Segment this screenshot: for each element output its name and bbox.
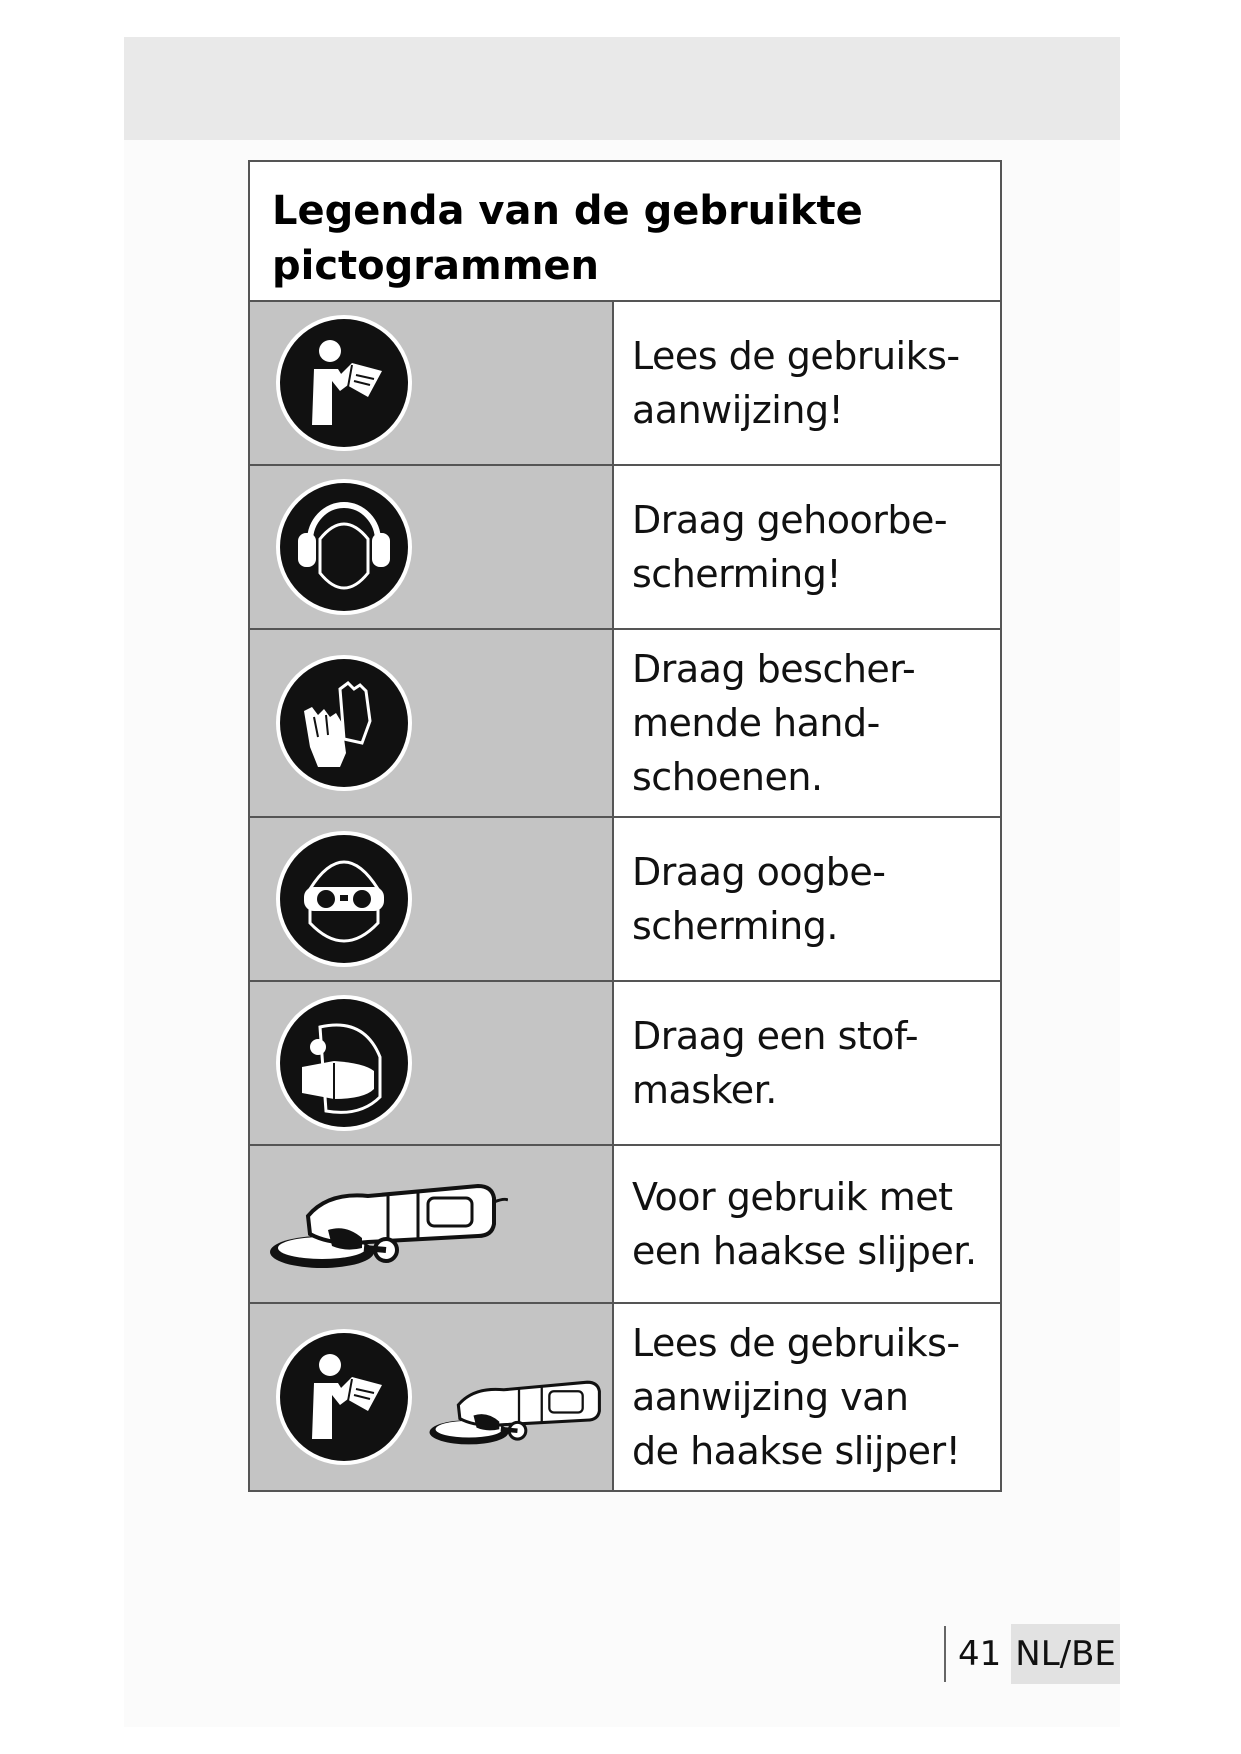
read-manual-icon	[274, 1327, 414, 1467]
legend-title-line-2: pictogrammen	[272, 243, 599, 289]
legend-text-line: scherming!	[632, 552, 842, 596]
legend-row-angle-grinder	[250, 1146, 1000, 1304]
legend-title	[250, 162, 1000, 302]
legend-text-line: scherming.	[632, 904, 838, 948]
icon-cell	[250, 1146, 614, 1302]
hearing-protection-icon	[274, 477, 414, 617]
icon-cell	[250, 630, 614, 816]
legend-text	[614, 1304, 1000, 1490]
angle-grinder-icon	[428, 1361, 610, 1461]
legend-text	[614, 630, 1000, 816]
icon-cell	[250, 982, 614, 1144]
legend-text-line: Lees de gebruiks-	[632, 334, 960, 378]
icon-cell	[250, 818, 614, 980]
legend-text-line: aanwijzing!	[632, 388, 844, 432]
legend-row-eye-protection	[250, 818, 1000, 982]
legend-text-line: masker.	[632, 1068, 777, 1112]
legend-text-line: een haakse slijper.	[632, 1229, 977, 1273]
legend-text-line: Draag gehoorbe-	[632, 498, 948, 542]
icon-cell	[250, 466, 614, 628]
legend-text-line: Draag bescher-	[632, 647, 916, 691]
legend-text-line: schoenen.	[632, 755, 823, 799]
footer-divider	[944, 1626, 946, 1682]
icon-cell	[250, 1304, 614, 1490]
legend-text-line: aanwijzing van	[632, 1375, 909, 1419]
legend-text-line: Draag een stof-	[632, 1014, 919, 1058]
protective-gloves-icon	[274, 653, 414, 793]
legend-text-line: Draag oogbe-	[632, 850, 886, 894]
legend-title-line-1: Legenda van de gebruikte	[272, 188, 863, 234]
page-footer	[944, 1624, 1120, 1684]
eye-protection-icon	[274, 829, 414, 969]
legend-text	[614, 818, 1000, 980]
legend-text	[614, 466, 1000, 628]
legend-row-hearing-protection	[250, 466, 1000, 630]
legend-text-line: de haakse slijper!	[632, 1429, 961, 1473]
legend-row-dust-mask	[250, 982, 1000, 1146]
icon-cell	[250, 302, 614, 464]
header-band	[124, 37, 1120, 140]
legend-text	[614, 982, 1000, 1144]
legend-text-line: mende hand-	[632, 701, 880, 745]
legend-row-read-grinder-manual	[250, 1304, 1000, 1490]
language-code: NL/BE	[1011, 1624, 1120, 1684]
legend-text	[614, 302, 1000, 464]
legend-text	[614, 1146, 1000, 1302]
angle-grinder-icon	[268, 1164, 508, 1284]
legend-table	[248, 160, 1002, 1492]
read-manual-icon	[274, 313, 414, 453]
legend-text-line: Voor gebruik met	[632, 1175, 953, 1219]
dust-mask-icon	[274, 993, 414, 1133]
legend-text-line: Lees de gebruiks-	[632, 1321, 960, 1365]
legend-row-protective-gloves	[250, 630, 1000, 818]
page-number: 41	[958, 1634, 1002, 1674]
legend-row-read-manual	[250, 302, 1000, 466]
